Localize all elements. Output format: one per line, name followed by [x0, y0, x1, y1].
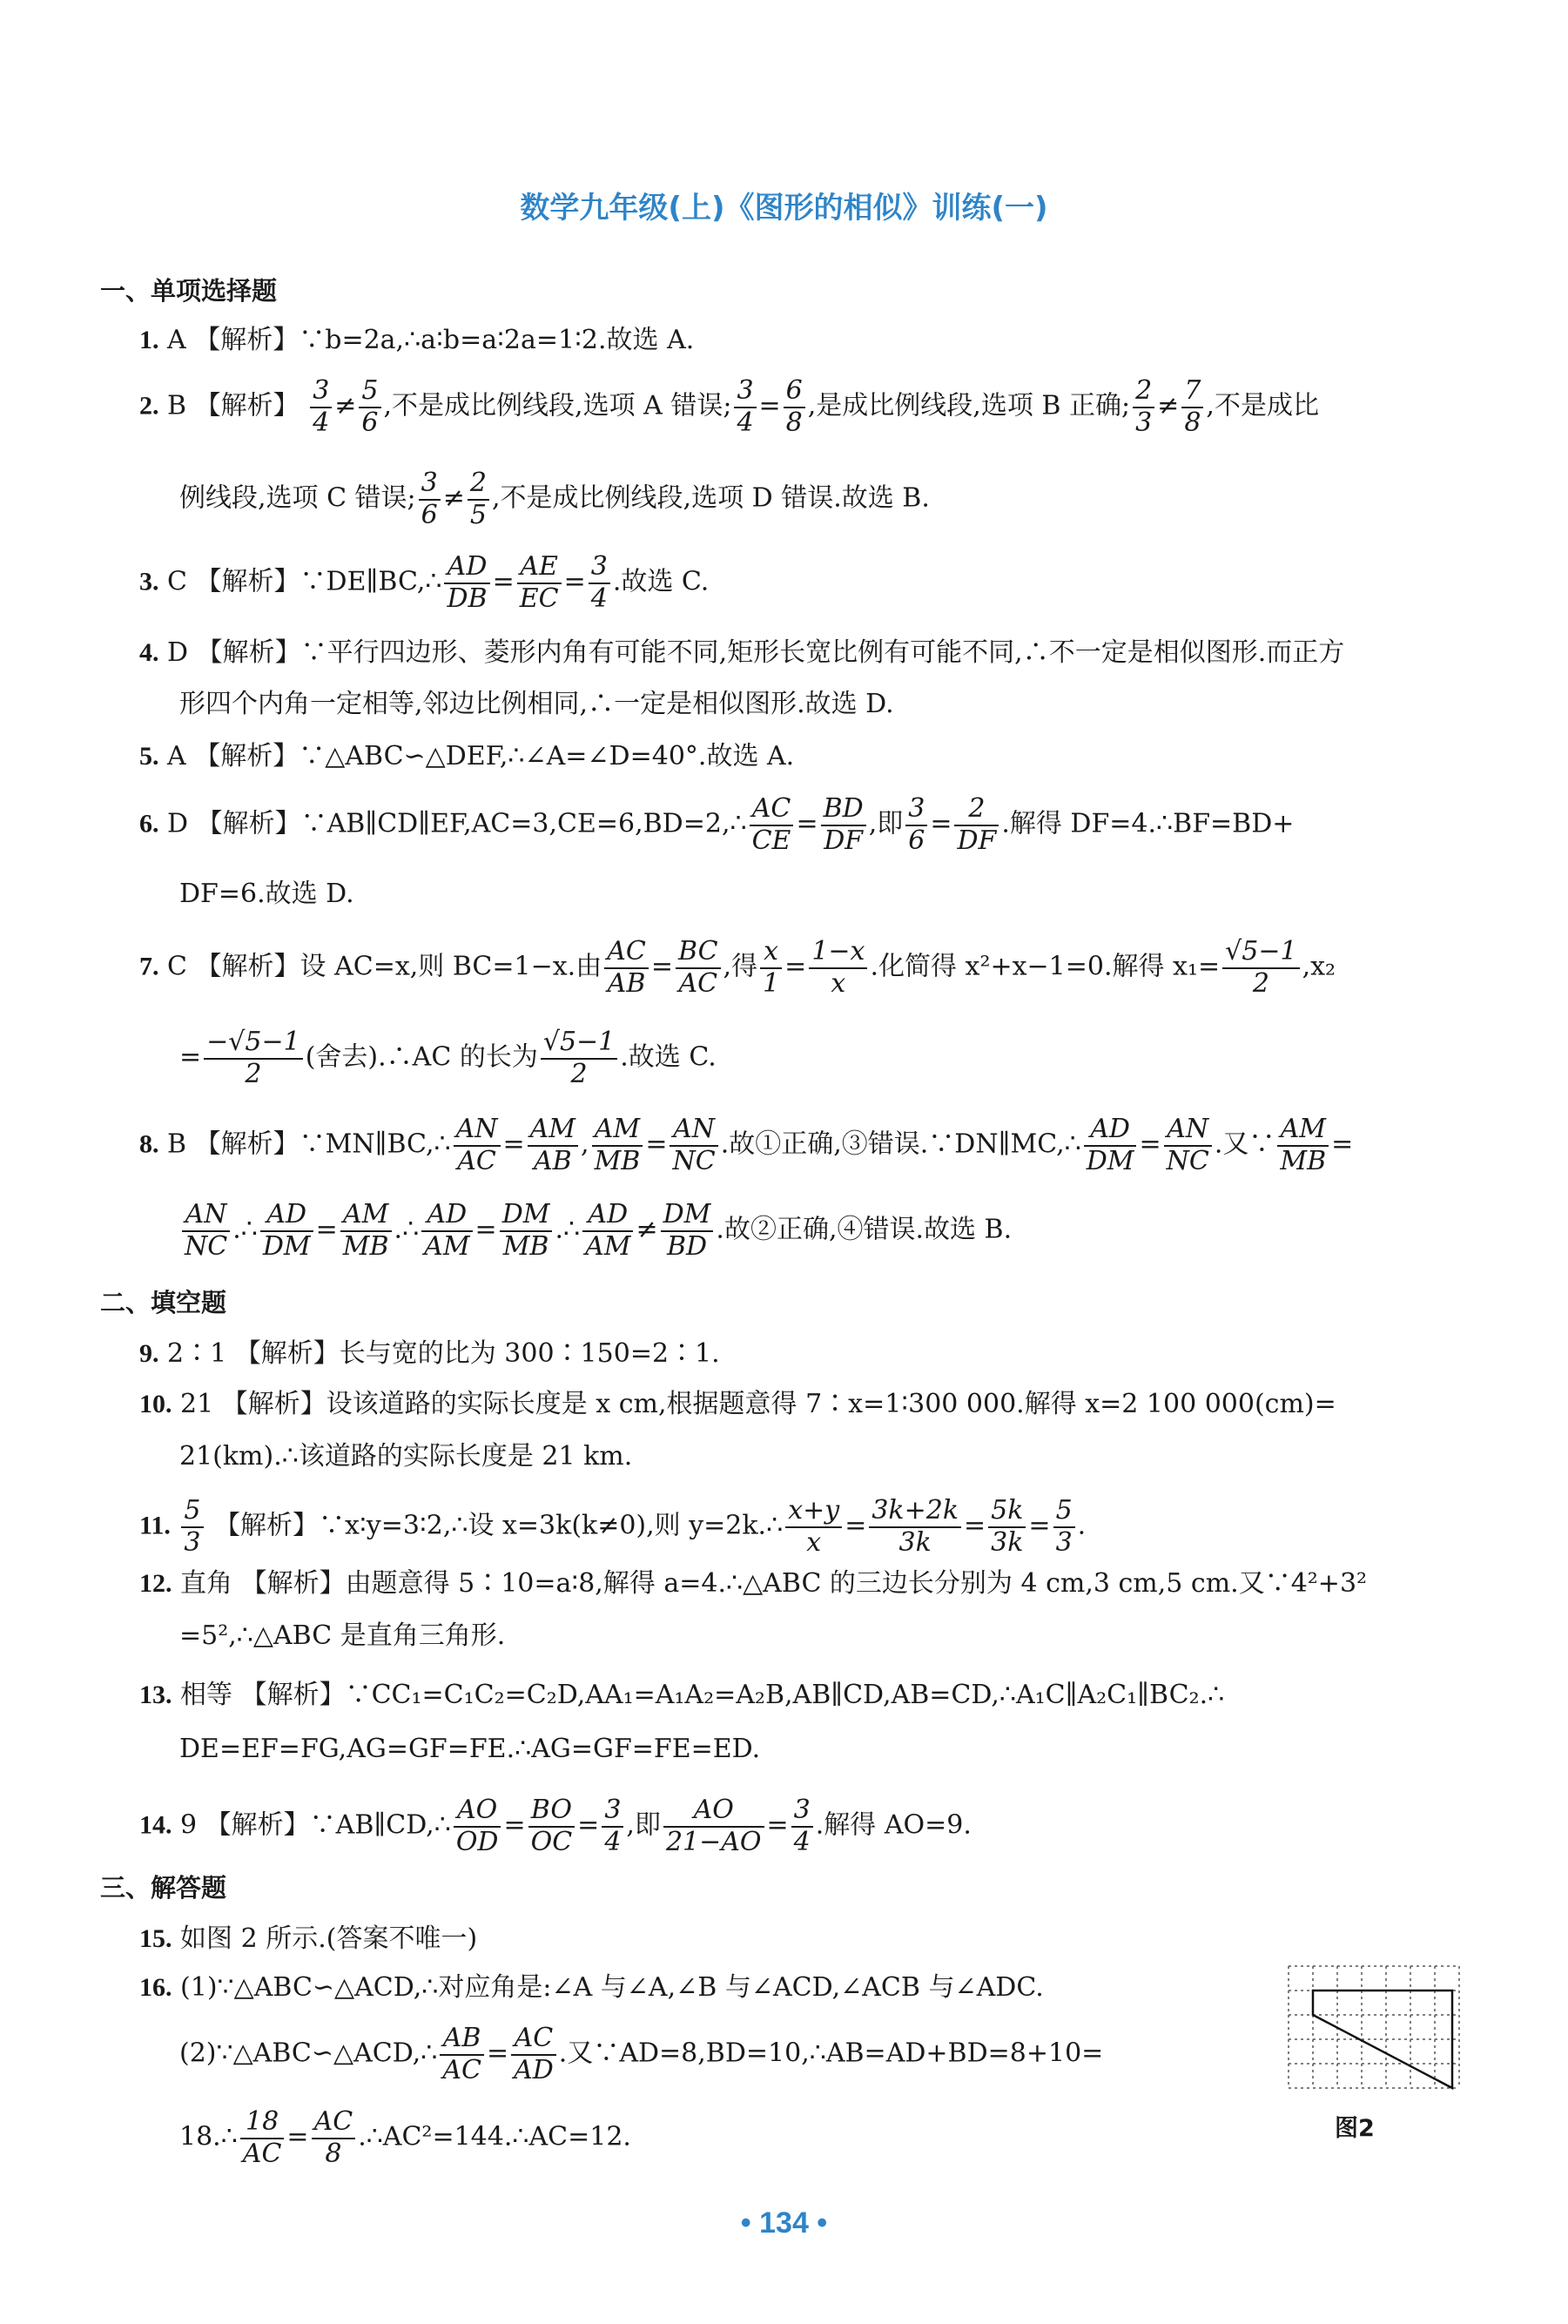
- answer-text: B 【解析】: [167, 390, 299, 421]
- question-2: 2. B 【解析】 $\frac{3}{4}$ ≠ $\frac{5}{6}$ ,不是成比例线段,选项 A 错误; $\frac{3}{4}$ = $\frac{6}{8}$ ,是成比例线段,选项 B 正确; $\frac{2}{3}$ ≠ $\frac{7}{8}$ ,不是成比: [139, 375, 1319, 438]
- fraction: $\frac{3}{4}$: [602, 1795, 623, 1857]
- fraction: $\frac{AD}{AM}$: [582, 1200, 633, 1262]
- fraction: $\frac{2}{3}$: [1133, 376, 1154, 438]
- question-10: 10. 21 【解析】设该道路的实际长度是 x cm,根据题意得 7∶x=1∶300 000.解得 x=2 100 000(cm)=: [139, 1389, 1336, 1419]
- question-6-continued: DF=6.故选 D.: [179, 879, 354, 909]
- figure-caption: 图2: [1335, 2115, 1375, 2142]
- fraction: $\frac{BC}{AC}$: [676, 937, 721, 999]
- fraction: $\frac{3}{6}$: [419, 468, 441, 530]
- question-8-continued: $\frac{AN}{NC}$ .∴ $\frac{AD}{DM}$ = $\frac{AM}{MB}$ .∴ $\frac{AD}{AM}$ = $\frac{DM}{MB}$ .∴ $\frac{AD}{AM}$ ≠ $\frac{DM}{BD}$ .故②正确,④错误.故选 B.: [179, 1200, 1012, 1262]
- question-15: 15. 如图 2 所示.(答案不唯一): [139, 1923, 478, 1954]
- section-heading-solve: 三、解答题: [100, 1873, 227, 1903]
- fraction: $\frac{AN}{NC}$: [182, 1200, 230, 1262]
- question-16-part-3: 18.∴ $\frac{18}{AC}$ = $\frac{AC}{8}$ .∴AC²=144.∴AC=12.: [179, 2106, 631, 2169]
- fraction: $\frac{AD}{DM}$: [1084, 1115, 1137, 1176]
- fraction: $\frac{5}{3}$: [181, 1496, 203, 1558]
- fraction: $\frac{-√5-1}{2}$: [204, 1027, 303, 1089]
- fraction: $\frac{AC}{AB}$: [604, 937, 649, 999]
- fraction: $\frac{AM}{AB}$: [528, 1115, 578, 1176]
- fraction: $\frac{5k}{3k}$: [988, 1496, 1026, 1558]
- fraction: $\frac{AC}{AD}$: [511, 2024, 556, 2085]
- question-13: 13. 相等 【解析】∵CC₁=C₁C₂=C₂D,AA₁=A₁A₂=A₂B,AB∥CD,AB=CD,∴A₁C∥A₂C₁∥BC₂.∴: [139, 1680, 1225, 1710]
- question-12: 12. 直角 【解析】由题意得 5∶10=a∶8,解得 a=4.∴△ABC 的三边长分别为 4 cm,3 cm,5 cm.又∵4²+3²: [139, 1568, 1368, 1599]
- answer-text: A 【解析】∵b=2a,∴a∶b=a∶2a=1∶2.故选 A.: [167, 325, 695, 355]
- question-16: 16. (1)∵△ABC∽△ACD,∴对应角是:∠A 与∠A,∠B 与∠ACD,∠ACB 与∠ADC.: [139, 1972, 1044, 2003]
- fraction: $\frac{18}{AC}$: [240, 2107, 285, 2169]
- fraction: $\frac{3}{4}$: [310, 376, 332, 438]
- fraction: $\frac{AO}{OD}$: [454, 1795, 501, 1857]
- question-9: 9. 2∶1 【解析】长与宽的比为 300∶150=2∶1.: [139, 1338, 720, 1369]
- fraction: $\frac{AD}{DB}$: [444, 552, 489, 614]
- fraction: $\frac{5}{6}$: [359, 376, 380, 438]
- fraction: $\frac{AD}{DM}$: [260, 1200, 313, 1262]
- fraction: $\frac{AM}{MB}$: [340, 1200, 392, 1262]
- fraction: $\frac{AO}{21-AO}$: [663, 1795, 764, 1857]
- fraction: $\frac{6}{8}$: [784, 376, 805, 438]
- question-4-continued: 形四个内角一定相等,邻边比例相同,∴一定是相似图形.故选 D.: [179, 689, 894, 719]
- fraction: $\frac{3}{4}$: [791, 1795, 813, 1857]
- question-number: 2.: [139, 391, 159, 421]
- fraction: $\frac{BD}{DF}$: [821, 794, 866, 856]
- question-6: 6. D 【解析】∵AB∥CD∥EF,AC=3,CE=6,BD=2,∴ $\frac{AC}{CE}$ = $\frac{BD}{DF}$ ,即 $\frac{3}{6}$ = $\frac{2}{DF}$ .解得 DF=4.∴BF=BD+: [139, 793, 1295, 856]
- figure-2-grid: [1287, 1964, 1461, 2095]
- fraction: $\frac{AN}{AC}$: [454, 1115, 501, 1176]
- question-10-continued: 21(km).∴该道路的实际长度是 21 km.: [179, 1441, 633, 1472]
- question-16-part-2: (2)∵△ABC∽△ACD,∴ $\frac{AB}{AC}$ = $\frac{AC}{AD}$ .又∵AD=8,BD=10,∴AB=AD+BD=8+10=: [179, 2023, 1104, 2085]
- fraction: $\frac{1-x}{x}$: [809, 937, 867, 999]
- fraction: $\frac{2}{5}$: [468, 468, 489, 530]
- fraction: $\frac{AB}{AC}$: [440, 2024, 484, 2085]
- fraction: $\frac{√5-1}{2}$: [541, 1027, 617, 1089]
- fraction: $\frac{AN}{NC}$: [670, 1115, 717, 1176]
- question-8: 8. B 【解析】∵MN∥BC,∴ $\frac{AN}{AC}$ = $\frac{AM}{AB}$ , $\frac{AM}{MB}$ = $\frac{AN}{NC}$ .故①正确,③错误.∵DN∥MC,∴ $\frac{AD}{DM}$ = $\frac{AN}{NC}$ .又∵ $\frac{AM}{MB}$ =: [139, 1114, 1354, 1176]
- fraction: $\frac{AM}{MB}$: [1277, 1115, 1329, 1176]
- fraction: $\frac{√5-1}{2}$: [1222, 937, 1299, 999]
- fraction: $\frac{AM}{MB}$: [592, 1115, 643, 1176]
- question-2-continued: 例线段,选项 C 错误; $\frac{3}{6}$ ≠ $\frac{2}{5}$ ,不是成比例线段,选项 D 错误.故选 B.: [179, 468, 930, 530]
- question-4: 4. D 【解析】∵平行四边形、菱形内角有可能不同,矩形长宽比例有可能不同,∴不一定是相似图形.而正方: [139, 637, 1345, 668]
- fraction: $\frac{AE}{EC}$: [517, 552, 562, 614]
- fraction: $\frac{x+y}{x}$: [785, 1496, 842, 1558]
- question-7-continued: = $\frac{-√5-1}{2}$ (舍去).∴AC 的长为 $\frac{√5-1}{2}$ .故选 C.: [179, 1027, 717, 1089]
- question-1: [139, 324, 1463, 357]
- fraction: $\frac{5}{3}$: [1053, 1496, 1075, 1558]
- question-14: 14. 9 【解析】∵AB∥CD,∴ $\frac{AO}{OD}$ = $\frac{BO}{OC}$ = $\frac{3}{4}$ ,即 $\frac{AO}{21-AO}$ = $\frac{3}{4}$ .解得 AO=9.: [139, 1795, 972, 1857]
- fraction: $\frac{3}{4}$: [734, 376, 756, 438]
- fraction: $\frac{DM}{BD}$: [661, 1200, 714, 1262]
- section-heading-fill: 二、填空题: [100, 1288, 227, 1317]
- question-11: 11. $\frac{5}{3}$ 【解析】∵x∶y=3∶2,∴设 x=3k(k≠0),则 y=2k.∴ $\frac{x+y}{x}$ = $\frac{3k+2k}{3k}$ = $\frac{5k}{3k}$ = $\frac{5}{3}$ .: [139, 1495, 1087, 1558]
- question-12-continued: =5²,∴△ABC 是直角三角形.: [179, 1620, 506, 1651]
- question-3: 3. C 【解析】∵DE∥BC,∴ $\frac{AD}{DB}$ = $\frac{AE}{EC}$ = $\frac{3}{4}$ .故选 C.: [139, 551, 710, 614]
- fraction: $\frac{AC}{8}$: [312, 2107, 356, 2169]
- question-number: 1.: [139, 326, 159, 354]
- fraction: $\frac{x}{1}$: [760, 937, 782, 999]
- page-number: • 134 •: [740, 2206, 828, 2240]
- question-5: 5. A 【解析】∵△ABC∽△DEF,∴∠A=∠D=40°.故选 A.: [139, 741, 795, 771]
- fraction: $\frac{AD}{AM}$: [421, 1200, 472, 1262]
- question-13-continued: DE=EF=FG,AG=GF=FE.∴AG=GF=FE=ED.: [179, 1734, 761, 1764]
- fraction: $\frac{3}{6}$: [905, 794, 927, 856]
- section-heading-choice: 一、单项选择题: [100, 276, 278, 306]
- fraction: $\frac{BO}{OC}$: [528, 1795, 575, 1857]
- page-title: 数学九年级(上)《图形的相似》训练(一): [520, 191, 1048, 226]
- fraction: $\frac{AC}{CE}$: [750, 794, 794, 856]
- fraction: $\frac{3k+2k}{3k}$: [869, 1496, 961, 1558]
- fraction: $\frac{7}{8}$: [1181, 376, 1203, 438]
- fraction: $\frac{3}{4}$: [589, 552, 610, 614]
- fraction: $\frac{AN}{NC}$: [1164, 1115, 1212, 1176]
- fraction: $\frac{2}{DF}$: [954, 794, 999, 856]
- fraction: $\frac{DM}{MB}$: [500, 1200, 553, 1262]
- grid-lines: [1289, 1966, 1459, 2088]
- question-7: 7. C 【解析】设 AC=x,则 BC=1−x.由 $\frac{AC}{AB}$ = $\frac{BC}{AC}$ ,得 $\frac{x}{1}$ = $\frac{1-x}{x}$ .化简得 x²+x−1=0.解得 x₁= $\frac{√5-1}{2}$ ,x₂: [139, 936, 1336, 999]
